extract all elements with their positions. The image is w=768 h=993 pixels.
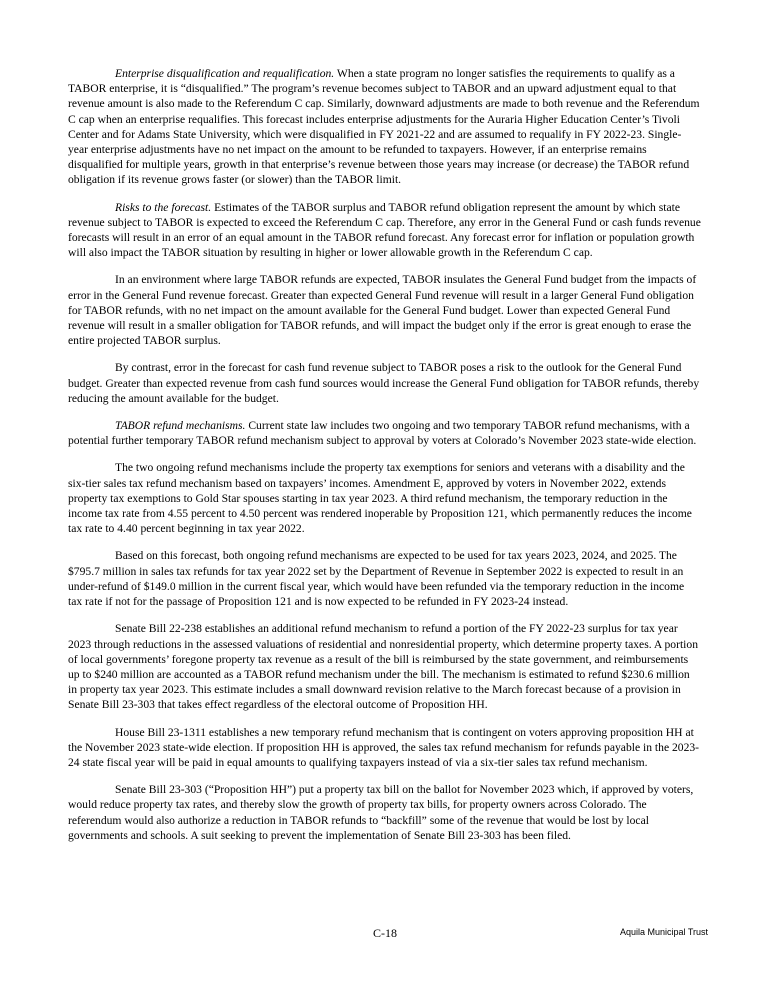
paragraph-senate-bill-22-238 <box>68 621 701 712</box>
paragraph-text: Senate Bill 23-303 (“Proposition HH”) put a property tax bill on the ballot for November 2023 which, if approved by voters, would reduce property tax rates, and thereby slow the growth of property tax bills, for property owners across Colorado. The referendum would also authorize a reduction in TABOR refunds to “backfill” some of the revenue that would be lost by local governments and schools. A suit seeking to prevent the implementation of Senate Bill 23-303 has been filed. <box>68 783 694 842</box>
paragraph-lead: Risks to the forecast. <box>115 200 212 214</box>
paragraph-text: When a state program no longer satisfies the requirements to qualify as a TABOR enterprise, it is “disqualified.” The program’s revenue becomes subject to TABOR and an upward adjustment equal to that revenue amount is also made to the Referendum C cap. Similarly, downward adjustments are made to both revenue and the Referendum C cap when an enterprise requalifies. This forecast includes enterprise adjustments for the Auraria Higher Education Center’s Tivoli Center and for Adams State University, which were disqualified in FY 2021-22 and are assumed to requalify in FY 2022-23. Single-year enterprise adjustments have no net impact on the amount to be refunded to taxpayers. However, if an enterprise remains disqualified for multiple years, growth in that enterprise’s revenue between those years may increase (or decrease) the TABOR refund obligation if its revenue grows faster (or slower) than the TABOR limit. <box>68 67 700 187</box>
paragraph-lead: Enterprise disqualification and requalification. <box>115 67 335 80</box>
paragraph-refund-mechanisms <box>68 418 701 448</box>
footer-organization: Aquila Municipal Trust <box>619 927 708 937</box>
paragraph-lead: TABOR refund mechanisms. <box>115 419 246 433</box>
paragraph-forecast-usage <box>68 548 701 609</box>
body-text <box>68 66 701 855</box>
paragraph-text: By contrast, error in the forecast for cash fund revenue subject to TABOR poses a risk to the outlook for the General Fund budget. Greater than expected revenue from cash fund sources would increase the General Fund obligation for TABOR refunds, thereby reducing the amount available for the budget. <box>68 361 700 405</box>
paragraph-ongoing-mechanisms <box>68 460 701 536</box>
paragraph-cash-fund-risk <box>68 360 701 406</box>
paragraph-text: Current state law includes two ongoing and two temporary TABOR refund mechanisms, with a potential further temporary TABOR refund mechanism subject to approval by voters at Colorado’s November 2023 state-wide election. <box>68 419 697 448</box>
paragraph-text: In an environment where large TABOR refunds are expected, TABOR insulates the General Fund budget from the impacts of error in the General Fund revenue forecast. Greater than expected General Fund revenue will result in a larger General Fund obligation for TABOR refunds, with no net impact on the amount available for the General Fund budget. Lower than expected General Fund revenue will result in a smaller obligation for TABOR refunds, and will impact the budget only if the error is great enough to erase the entire projected TABOR surplus. <box>68 273 697 348</box>
paragraph-text: Senate Bill 22-238 establishes an additional refund mechanism to refund a portion of the FY 2022-23 surplus for tax year 2023 through reductions in the assessed valuations of residential and nonresidential property, which determine property taxes. A portion of local governments’ foregone property tax revenue as a result of the bill is reimbursed by the state government, and reimbursements up to $240 million are accounted as a TABOR refund mechanism under the bill. The mechanism is estimated to refund $230.6 million in property tax year 2023. This estimate includes a small downward revision relative to the March forecast because of a provision in Senate Bill 23-303 that takes effect regardless of the electoral outcome of Proposition HH. <box>68 622 698 712</box>
page-number: C-18 <box>373 926 397 940</box>
paragraph-text: Estimates of the TABOR surplus and TABOR refund obligation represent the amount by which state revenue subject to TABOR is expected to exceed the Referendum C cap. Therefore, any error in the General Fund or cash funds revenue forecasts will result in an error of an equal amount in the TABOR refund forecast. Any forecast error for inflation or population growth will also impact the TABOR situation by resulting in higher or lower allowable growth in the Referendum C cap. <box>68 200 701 260</box>
paragraph-risks-to-forecast <box>68 200 701 261</box>
paragraph-text: Based on this forecast, both ongoing refund mechanisms are expected to be used for tax years 2023, 2024, and 2025. The $795.7 million in sales tax refunds for tax year 2022 set by the Department of Revenue in September 2022 is expected to result in an under-refund of $149.0 million in the current fiscal year, which would have been refunded via the temporary reduction in the income tax rate if not for the passage of Proposition 121 and is now expected to be refunded in FY 2023-24 instead. <box>68 549 685 609</box>
paragraph-senate-bill-23-303 <box>68 782 701 843</box>
paragraph-text: House Bill 23-1311 establishes a new temporary refund mechanism that is contingent on voters approving proposition HH at the November 2023 state-wide election. If proposition HH is approved, the sales tax refund mechanism for refunds payable in the 2023-24 state fiscal year will be paid in equal amounts to qualifying taxpayers instead of via a six-tier sales tax refund mechanism. <box>68 725 700 769</box>
paragraph-house-bill-23-1311 <box>68 725 701 771</box>
paragraph-enterprise-disqualification <box>68 66 701 188</box>
paragraph-text: The two ongoing refund mechanisms include the property tax exemptions for seniors and veterans with a disability and the six-tier sales tax refund mechanism based on taxpayers’ incomes. Amendment E, approved by voters in November 2022, extends property tax exemptions to Gold Star spouses starting in tax year 2023. A third refund mechanism, the temporary reduction in the income tax rate from 4.55 percent to 4.50 percent was rendered inoperable by Proposition 121, which permanently reduces the income tax rate to 4.40 percent beginning in tax year 2022. <box>68 461 692 536</box>
paragraph-general-fund-insulation <box>68 272 701 348</box>
